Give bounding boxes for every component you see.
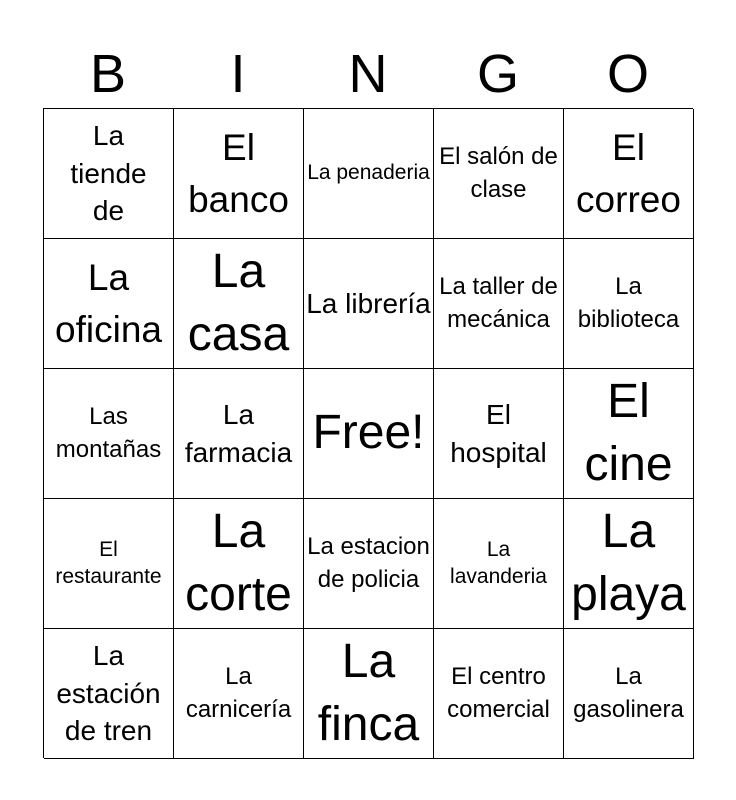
cell-text: La corte xyxy=(185,505,292,621)
cell-text: Las montañas xyxy=(55,403,162,463)
bingo-cell xyxy=(304,499,434,629)
cell-text: La taller de mecánica xyxy=(439,273,558,333)
bingo-cell xyxy=(564,109,694,239)
header-letter-n: N xyxy=(348,44,388,104)
bingo-cell xyxy=(44,369,174,499)
bingo-cell xyxy=(174,239,304,369)
free-space-cell xyxy=(304,369,434,499)
bingo-cell xyxy=(434,629,564,759)
bingo-cell xyxy=(44,629,174,759)
cell-text: La estacion de policia xyxy=(307,533,430,593)
cell-text: La playa xyxy=(571,505,686,621)
cell-text: La oficina xyxy=(55,256,162,350)
bingo-cell xyxy=(174,109,304,239)
bingo-cell xyxy=(304,629,434,759)
cell-text: La penaderia xyxy=(307,161,430,185)
bingo-cell xyxy=(174,629,304,759)
bingo-cell xyxy=(304,109,434,239)
cell-text: La tiende de xyxy=(70,119,147,227)
header-letter-g: G xyxy=(476,44,519,104)
header-letter-i: I xyxy=(230,44,246,104)
cell-text: El centro comercial xyxy=(447,663,550,723)
bingo-cell xyxy=(44,109,174,239)
cell-text: La casa xyxy=(187,245,290,361)
bingo-cell xyxy=(434,109,564,239)
bingo-cell xyxy=(564,499,694,629)
bingo-cell xyxy=(434,369,564,499)
bingo-board xyxy=(43,108,693,758)
cell-text: El hospital xyxy=(450,398,547,468)
bingo-cell xyxy=(174,499,304,629)
bingo-cell xyxy=(434,239,564,369)
cell-text: El correo xyxy=(576,126,681,220)
bingo-header xyxy=(43,40,693,108)
cell-text: La estación de tren xyxy=(56,639,161,747)
cell-text: La librería xyxy=(306,287,431,319)
bingo-cell xyxy=(564,629,694,759)
bingo-cell xyxy=(304,239,434,369)
cell-text: El restaurante xyxy=(55,538,162,588)
cell-text: El salón de clase xyxy=(439,143,558,203)
bingo-cell xyxy=(564,239,694,369)
header-letter-o: O xyxy=(606,44,649,104)
cell-text: El banco xyxy=(188,126,289,220)
cell-text: La finca xyxy=(317,635,420,751)
free-space-label: Free! xyxy=(312,406,425,460)
header-letter-b: B xyxy=(89,44,127,104)
cell-text: La farmacia xyxy=(184,398,293,468)
bingo-cell xyxy=(434,499,564,629)
bingo-cell xyxy=(564,369,694,499)
cell-text: La lavanderia xyxy=(450,538,547,588)
bingo-cell xyxy=(174,369,304,499)
cell-text: La gasolinera xyxy=(573,663,684,723)
cell-text: La biblioteca xyxy=(577,273,680,333)
cell-text: El cine xyxy=(584,375,673,491)
cell-text: La carnicería xyxy=(185,663,292,723)
bingo-cell xyxy=(44,499,174,629)
bingo-cell xyxy=(44,239,174,369)
